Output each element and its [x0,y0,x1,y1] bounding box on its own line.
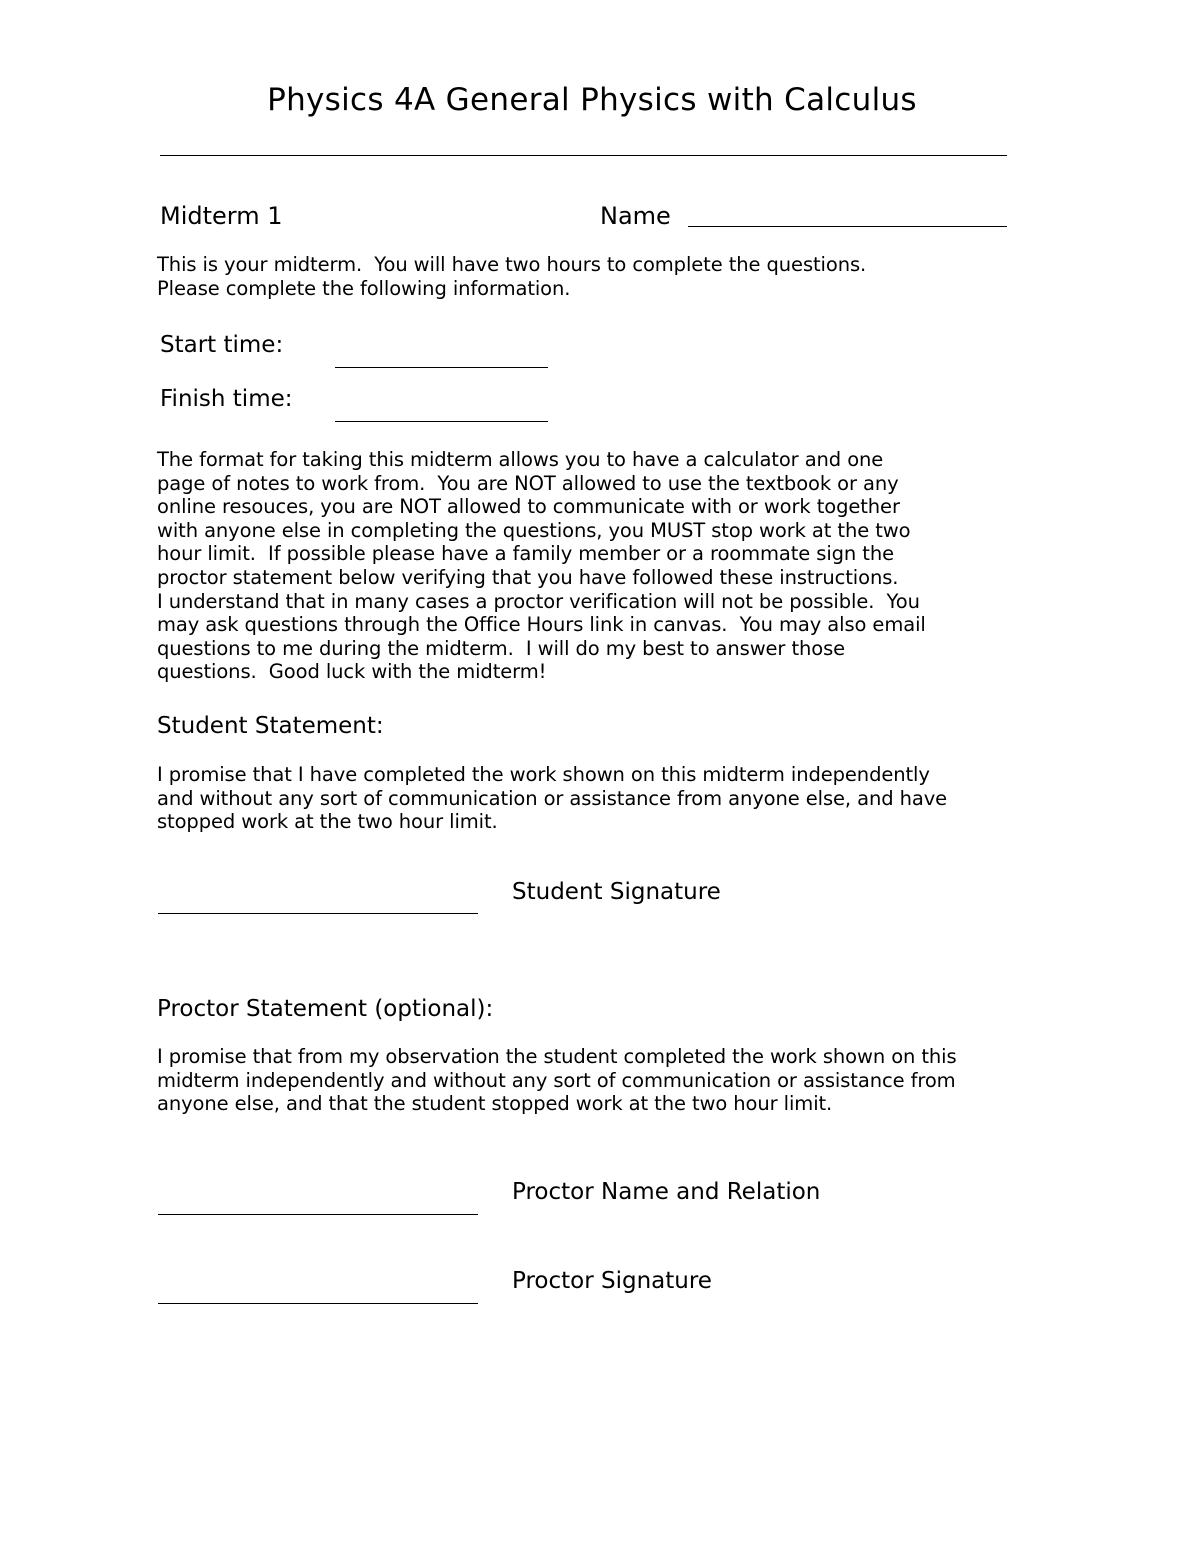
student-signature-label: Student Signature [512,879,721,905]
proctor-name-label: Proctor Name and Relation [512,1179,821,1205]
student-statement-text: I promise that I have completed the work shown on this midterm independently and without any sort of communication or assistance from anyone else, and have stopped work at the two hour limit. [157,763,948,834]
student-statement-heading: Student Statement: [157,713,384,739]
exam-label: Midterm 1 [160,202,283,230]
title-divider [160,155,1007,156]
intro-text: This is your midterm. You will have two hours to complete the questions. Please complete the following information. [157,253,867,300]
finish-time-label: Finish time: [160,386,293,412]
finish-time-field[interactable] [335,421,548,422]
start-time-label: Start time: [160,332,284,358]
proctor-statement-heading: Proctor Statement (optional): [157,996,494,1022]
proctor-signature-label: Proctor Signature [512,1268,712,1294]
name-field[interactable] [688,226,1007,227]
format-instructions: The format for taking this midterm allows you to have a calculator and one page of notes to work from. You are NOT allowed to use the textbook or any online resouces, you are NOT allowed to communicate with or work together with anyone else in completing the questions, you MUST stop work at the two hour limit. If possible please have a family member or a roommate sign the proctor statement below verifying that you have followed these instructions. I understand that in many cases a proctor verification will not be possible. You may ask questions through the Office Hours link in canvas. You may also email questions to me during the midterm. I will do my best to answer those questions. Good luck with the midterm! [157,448,926,684]
name-label: Name [600,202,671,230]
proctor-statement-text: I promise that from my observation the student completed the work shown on this midterm independently and without any sort of communication or assistance from anyone else, and that the student stopped work at the two hour limit. [157,1045,957,1116]
start-time-field[interactable] [335,367,548,368]
page-title: Physics 4A General Physics with Calculus [267,82,917,118]
student-signature-field[interactable] [158,913,478,914]
proctor-name-field[interactable] [158,1214,478,1215]
proctor-signature-field[interactable] [158,1303,478,1304]
